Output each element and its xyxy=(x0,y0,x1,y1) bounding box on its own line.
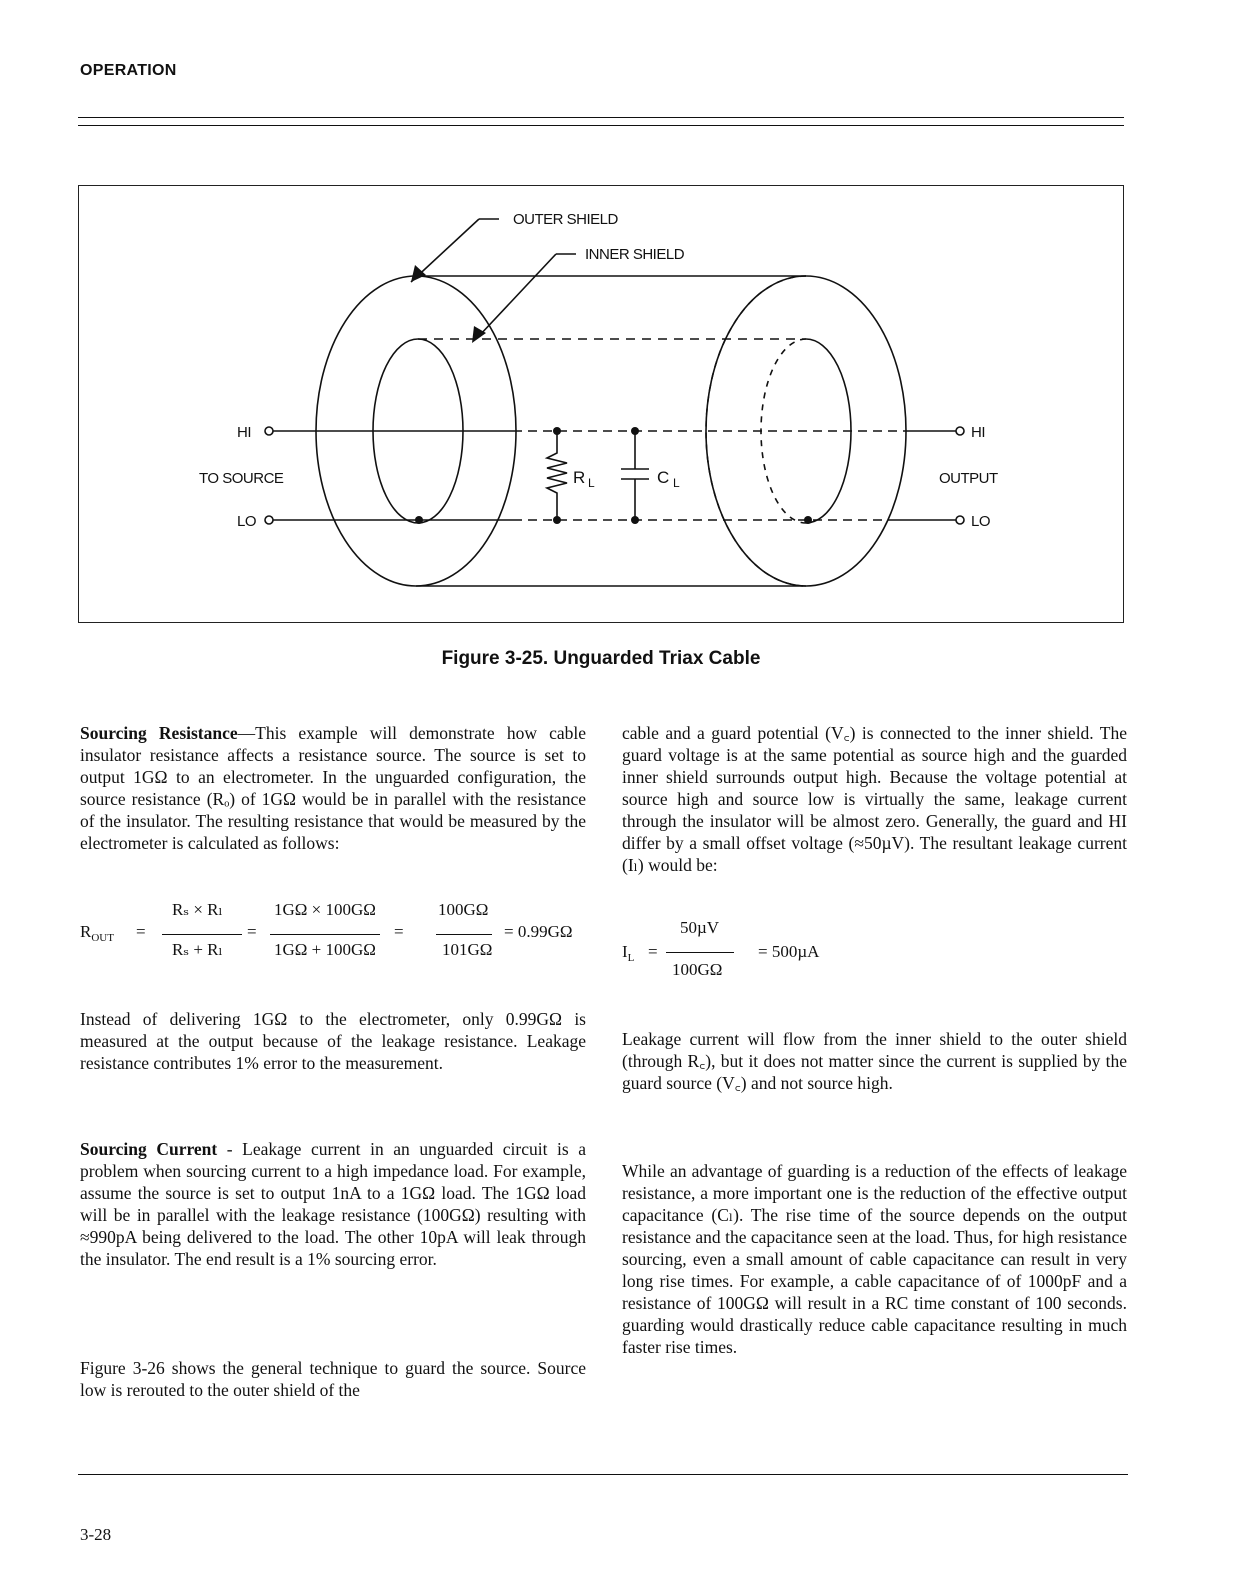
lo-right-label: LO xyxy=(971,513,991,530)
rout-denominator-3: 101GΩ xyxy=(442,940,493,959)
sourcing-current-heading: Sourcing Current xyxy=(80,1139,218,1159)
sourcing-resistance-heading: Sourcing Resistance xyxy=(80,723,238,743)
hi-left-label: HI xyxy=(237,424,251,441)
capacitance-paragraph xyxy=(622,1160,1127,1358)
to-source-label: TO SOURCE xyxy=(199,470,284,487)
rout-numerator-2: 1GΩ × 100GΩ xyxy=(274,900,376,919)
capacitance-text: While an advantage of guarding is a reduction of the effects of leakage resistance, a more important one is the reduction of the effective output capacitance (Cₗ). The rise time of the source depends on the output resistance and the capacitance seen at the load. Thus, for high resistance sourcing, even a small amount of cable capacitance can result in very long rise times. For example, a cable capacitance of of 1000pF and a resistance of 100GΩ will result in a RC time constant of 100 seconds. guarding would drastically reduce cable capacitance resulting in much faster rise times. xyxy=(622,1161,1127,1357)
sourcing-resistance-paragraph xyxy=(80,722,586,854)
rl-label: R xyxy=(573,468,585,487)
cl-subscript: L xyxy=(673,476,680,490)
leakage-flow-text: Leakage current will flow from the inner shield to the outer shield (through R꜀), but it does not matter since the current is supplied by the guard source (V꜀) and not source high. xyxy=(622,1029,1127,1093)
rout-numerator-1: Rₛ × Rₗ xyxy=(172,900,223,919)
guard-technique-text: Figure 3-26 shows the general technique to guard the source. Source low is rerouted to the outer shield of the xyxy=(80,1358,586,1400)
rout-equals-3: = xyxy=(394,922,404,941)
leakage-resistance-text: Instead of delivering 1GΩ to the electrometer, only 0.99GΩ is measured at the output because of the leakage resistance. Leakage resistance contributes 1% error to the measurement. xyxy=(80,1009,586,1073)
rout-subscript: OUT xyxy=(91,932,114,944)
lo-right-terminal xyxy=(956,516,964,524)
sourcing-resistance-text: —This example will demonstrate how cable insulator resistance affects a resistance source. The source is set to output 1GΩ to an electrometer. In the unguarded configuration, the source resistance (Rₒ) of 1GΩ would be in parallel with the resistance of the insulator. The resulting resistance that would be measured by the electrometer is calculated as follows: xyxy=(80,723,586,853)
lo-left-label: LO xyxy=(237,513,257,530)
figure-frame xyxy=(78,185,1124,623)
rout-equals-2: = xyxy=(247,922,257,941)
rout-result: = 0.99GΩ xyxy=(504,922,573,941)
il-symbol: I xyxy=(622,942,628,961)
il-denominator: 100GΩ xyxy=(672,960,723,979)
fraction-bar-2 xyxy=(270,934,380,935)
outer-shield-arrowhead xyxy=(411,265,426,282)
inner-shield-label: INNER SHIELD xyxy=(585,246,685,263)
output-label: OUTPUT xyxy=(939,470,998,487)
header-rule-bottom xyxy=(78,125,1124,126)
il-fraction-bar xyxy=(666,952,734,953)
lo-left-terminal xyxy=(265,516,273,524)
cl-label: C xyxy=(657,468,669,487)
fraction-bar-3 xyxy=(436,934,492,935)
rl-subscript: L xyxy=(588,476,595,490)
rout-equals-1: = xyxy=(136,922,146,941)
page-number: 3-28 xyxy=(80,1525,112,1544)
triax-cable-diagram xyxy=(79,186,1125,624)
footer-rule xyxy=(78,1474,1128,1475)
leakage-current-equation xyxy=(622,918,922,988)
il-result: = 500µA xyxy=(758,942,820,961)
inner-shield-arrowhead xyxy=(472,326,486,343)
outer-shield-label: OUTER SHIELD xyxy=(513,211,618,228)
figure-caption: Figure 3-25. Unguarded Triax Cable xyxy=(441,648,761,669)
rout-symbol: R xyxy=(80,922,92,941)
il-subscript: L xyxy=(627,952,635,964)
il-numerator: 50µV xyxy=(680,918,720,937)
guard-potential-paragraph xyxy=(622,722,1127,876)
fraction-bar-1 xyxy=(162,934,242,935)
header-rule-top xyxy=(78,117,1124,118)
sourcing-current-text: - Leakage current in an unguarded circuit is a problem when sourcing current to a high impedance load. For example, assume the source is set to output 1nA to a 1GΩ load. The 1GΩ load will be in parallel with the leakage resistance (100GΩ) resulting with ≈990pA being delivered to the load. The other 10pA will leak through the insulator. The end result is a 1% sourcing error. xyxy=(80,1139,586,1269)
load-resistor xyxy=(547,431,567,520)
hi-left-terminal xyxy=(265,427,273,435)
leakage-flow-paragraph xyxy=(622,1028,1127,1094)
guard-potential-text: cable and a guard potential (V꜀) is connected to the inner shield. The guard voltage is at the same potential as source high and the guarded inner shield surrounds output high. Because the voltage potential at source high and source low is virtually the same, leakage current through the insulator will be almost zero. Generally, the guard and HI differ by a small offset voltage (≈50µV). The resultant leakage current (Iₗ) would be: xyxy=(622,723,1127,875)
rout-denominator-1: Rₛ + Rₗ xyxy=(172,940,223,959)
rout-denominator-2: 1GΩ + 100GΩ xyxy=(274,940,376,959)
leakage-resistance-paragraph xyxy=(80,1008,586,1074)
hi-right-label: HI xyxy=(971,424,985,441)
rout-numerator-3: 100GΩ xyxy=(438,900,489,919)
hi-right-terminal xyxy=(956,427,964,435)
section-header: OPERATION xyxy=(80,62,177,79)
rout-equation xyxy=(80,898,590,968)
sourcing-current-paragraph xyxy=(80,1138,586,1270)
inner-shield-pointer xyxy=(479,254,556,336)
il-equals: = xyxy=(648,942,658,961)
guard-technique-paragraph xyxy=(80,1357,586,1401)
